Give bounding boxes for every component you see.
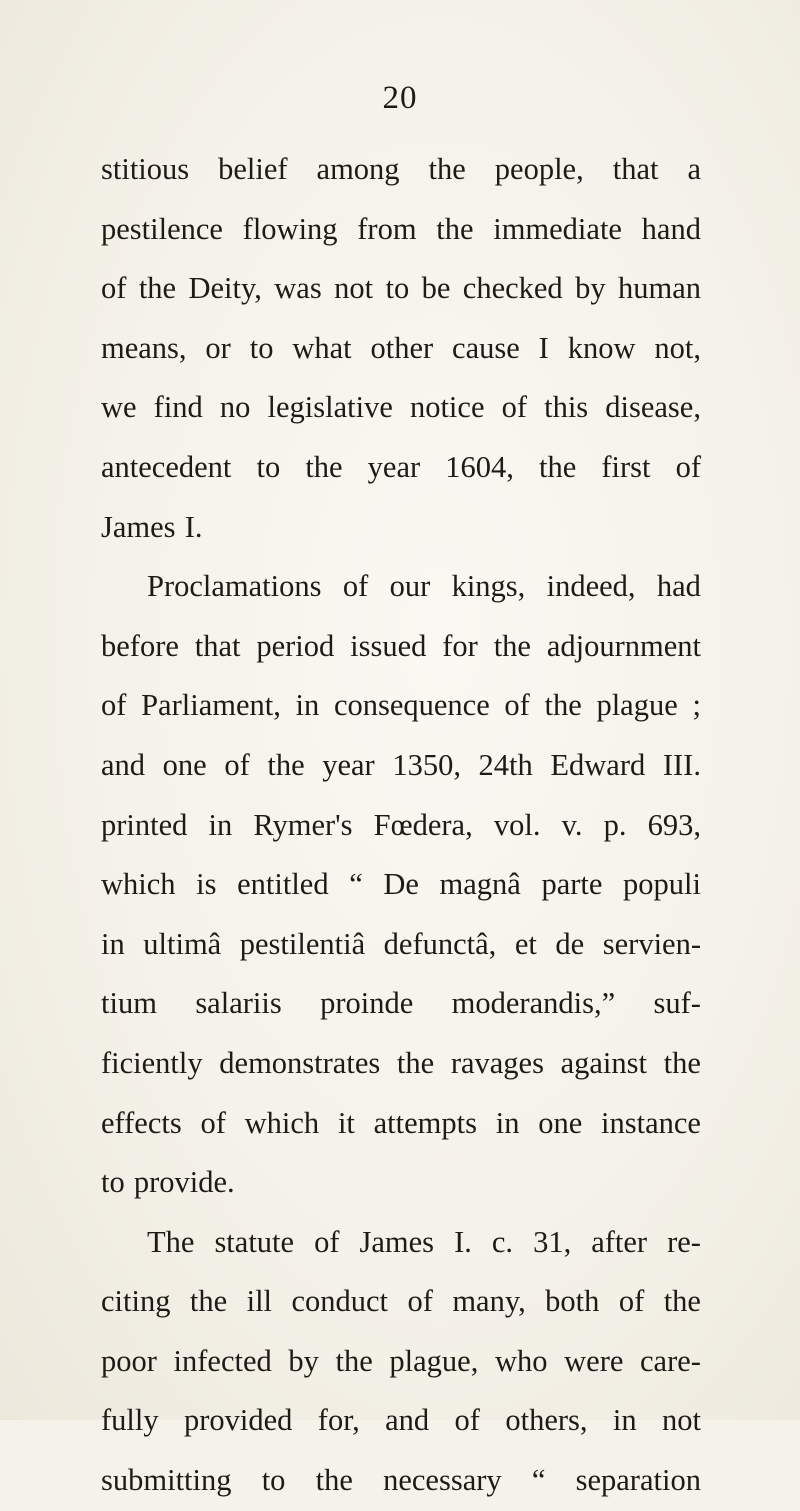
word: 693,: [647, 807, 701, 842]
text-line: [101, 617, 701, 677]
word: legislative: [267, 390, 393, 425]
word: means,: [101, 330, 187, 365]
word: the: [315, 1463, 353, 1498]
word: in: [208, 807, 233, 842]
word: statute: [214, 1224, 295, 1259]
word: suf-: [653, 986, 701, 1021]
word: to: [261, 1463, 286, 1498]
word: in: [295, 688, 320, 723]
word: printed: [101, 807, 188, 842]
word: the: [396, 1045, 435, 1080]
word: 31,: [533, 1224, 572, 1259]
word: populi: [623, 867, 701, 902]
word: to: [256, 449, 281, 484]
word: v.: [561, 807, 583, 842]
word: 24th: [478, 747, 533, 782]
word: human: [617, 271, 701, 306]
text-line: [101, 1451, 701, 1511]
word: the: [138, 271, 177, 306]
word: plague,: [389, 1343, 479, 1378]
word: submitting: [101, 1463, 232, 1498]
word: for: [442, 628, 478, 663]
word: moderandis,”: [451, 986, 616, 1021]
word: it: [337, 1105, 355, 1140]
word: citing: [101, 1284, 171, 1319]
word: pestilentiâ: [239, 926, 366, 961]
word: fully: [101, 1403, 159, 1438]
word: after: [591, 1224, 648, 1259]
word: had: [656, 569, 701, 604]
word: period: [256, 628, 335, 663]
word: by: [288, 1343, 319, 1378]
word: antecedent: [101, 449, 232, 484]
word: the: [544, 688, 582, 723]
text-line: [101, 498, 701, 558]
word: provide.: [133, 1165, 235, 1200]
word: demonstrates: [219, 1045, 381, 1080]
word: the: [305, 449, 343, 484]
word: the: [538, 449, 577, 484]
word: the: [436, 211, 474, 246]
word: disease,: [605, 390, 701, 425]
word: other: [370, 330, 434, 365]
word: of: [407, 1284, 433, 1319]
word: in: [612, 1403, 637, 1438]
word: and: [385, 1403, 430, 1438]
text-line: [101, 1332, 701, 1392]
word: of: [504, 688, 530, 723]
word: flowing: [242, 211, 338, 246]
word: kings,: [451, 569, 526, 604]
word: of: [342, 569, 369, 604]
text-line: [101, 319, 701, 379]
word: pestilence: [101, 211, 223, 246]
word: immediate: [493, 211, 622, 246]
word: magnâ: [439, 867, 521, 902]
text-line: [101, 259, 701, 319]
text-line: [101, 438, 701, 498]
word: et: [514, 926, 537, 961]
word: of: [224, 747, 250, 782]
word: that: [194, 628, 241, 663]
body-text: [101, 140, 701, 1511]
word: issued: [350, 628, 427, 663]
word: provided: [183, 1403, 293, 1438]
word: of: [101, 688, 127, 723]
word: ;: [692, 688, 701, 723]
word: entitled: [237, 867, 329, 902]
page-number: 20: [382, 80, 418, 116]
text-line: [101, 1391, 701, 1451]
word: were: [564, 1343, 624, 1378]
word: of: [314, 1224, 340, 1259]
word: the: [428, 152, 466, 186]
text-line: [101, 1272, 701, 1332]
word: which: [101, 867, 176, 902]
word: not,: [654, 330, 701, 365]
word: not: [662, 1403, 701, 1438]
word: against: [560, 1045, 648, 1080]
word: necessary: [383, 1463, 502, 1498]
word: was: [274, 271, 322, 306]
word: de: [555, 926, 585, 961]
word: who: [494, 1343, 548, 1378]
word: c.: [491, 1224, 514, 1259]
word: that: [612, 152, 659, 186]
word: one: [162, 747, 207, 782]
word: we: [101, 390, 137, 425]
word: not: [334, 271, 374, 306]
word: conduct: [291, 1284, 389, 1319]
word: of: [454, 1403, 480, 1438]
word: in: [495, 1105, 520, 1140]
word: from: [357, 211, 417, 246]
text-line: [101, 736, 701, 796]
word: separation: [575, 1463, 701, 1498]
text-line: [101, 796, 701, 856]
word: checked: [462, 271, 563, 306]
word: III.: [662, 747, 701, 782]
text-line: [101, 1213, 701, 1273]
word: The: [147, 1224, 195, 1259]
word: servien-: [602, 926, 701, 961]
word: be: [421, 271, 451, 306]
word: I: [538, 330, 549, 365]
word: “: [531, 1463, 546, 1498]
text-line: [101, 140, 701, 200]
word: of: [200, 1105, 226, 1140]
word: cause: [452, 330, 520, 365]
word: attempts: [373, 1105, 477, 1140]
word: of: [101, 271, 127, 306]
word: both: [545, 1284, 600, 1319]
text-line: [101, 1034, 701, 1094]
word: salariis: [195, 986, 282, 1021]
word: poor: [101, 1343, 157, 1378]
word: I.: [454, 1224, 472, 1259]
word: to: [249, 330, 274, 365]
text-line: [101, 855, 701, 915]
word: of: [618, 1284, 645, 1319]
word: of: [675, 449, 701, 484]
word: hand: [641, 211, 701, 246]
word: a: [687, 152, 701, 186]
word: effects: [101, 1105, 182, 1140]
word: Deity,: [188, 271, 262, 306]
word: people,: [494, 152, 584, 186]
word: re-: [667, 1224, 701, 1259]
word: Proclamations: [147, 569, 322, 604]
word: notice: [409, 390, 485, 425]
text-line: [101, 1094, 701, 1154]
word: the: [189, 1284, 228, 1319]
word: ravages: [450, 1045, 544, 1080]
word: 1604,: [445, 449, 514, 484]
word: adjournment: [546, 628, 701, 663]
word: James: [359, 1224, 435, 1259]
text-line: [101, 915, 701, 975]
word: year: [322, 747, 375, 782]
word: care-: [640, 1343, 701, 1378]
text-line: [101, 200, 701, 260]
word: instance: [601, 1105, 701, 1140]
word: belief: [218, 152, 288, 186]
word: the: [267, 747, 305, 782]
text-line: [101, 676, 701, 736]
word: the: [493, 628, 531, 663]
word: James: [101, 509, 176, 544]
word: one: [538, 1105, 583, 1140]
word: indeed,: [546, 569, 636, 604]
word: plague: [596, 688, 678, 723]
word: know: [567, 330, 636, 365]
word: stitious: [101, 152, 190, 186]
word: proinde: [320, 986, 414, 1021]
word: p.: [603, 807, 627, 842]
word: before: [101, 628, 179, 663]
word: vol.: [493, 807, 541, 842]
word: I.: [184, 509, 203, 544]
word: defunctâ,: [383, 926, 497, 961]
word: many,: [452, 1284, 526, 1319]
word: infected: [173, 1343, 272, 1378]
word: Parliament,: [141, 688, 281, 723]
word: and: [101, 747, 146, 782]
text-line: [101, 557, 701, 617]
word: of: [501, 390, 527, 425]
word: 1350,: [392, 747, 461, 782]
word: tium: [101, 986, 157, 1021]
word: find: [153, 390, 203, 425]
word: the: [663, 1284, 701, 1319]
text-line: [101, 378, 701, 438]
word: our: [389, 569, 431, 604]
word: parte: [541, 867, 603, 902]
word: what: [292, 330, 352, 365]
word: the: [663, 1045, 701, 1080]
word: among: [316, 152, 400, 186]
word: the: [335, 1343, 373, 1378]
word: ill: [246, 1284, 273, 1319]
word: year: [367, 449, 421, 484]
word: to: [385, 271, 410, 306]
word: Edward: [550, 747, 646, 782]
text-line: [101, 974, 701, 1034]
word: “: [349, 867, 363, 902]
word: first: [601, 449, 651, 484]
text-line: [101, 1153, 701, 1213]
word: ultimâ: [143, 926, 222, 961]
word: or: [205, 330, 231, 365]
word: which: [244, 1105, 320, 1140]
word: to: [101, 1165, 125, 1200]
word: others,: [505, 1403, 588, 1438]
word: ficiently: [101, 1045, 203, 1080]
word: by: [575, 271, 606, 306]
word: for,: [317, 1403, 360, 1438]
word: De: [383, 867, 419, 902]
word: no: [219, 390, 251, 425]
word: in: [101, 926, 125, 961]
word: this: [544, 390, 589, 425]
word: consequence: [333, 688, 490, 723]
word: is: [196, 867, 217, 902]
word: Rymer's: [253, 807, 353, 842]
word: Fœdera,: [373, 807, 473, 842]
